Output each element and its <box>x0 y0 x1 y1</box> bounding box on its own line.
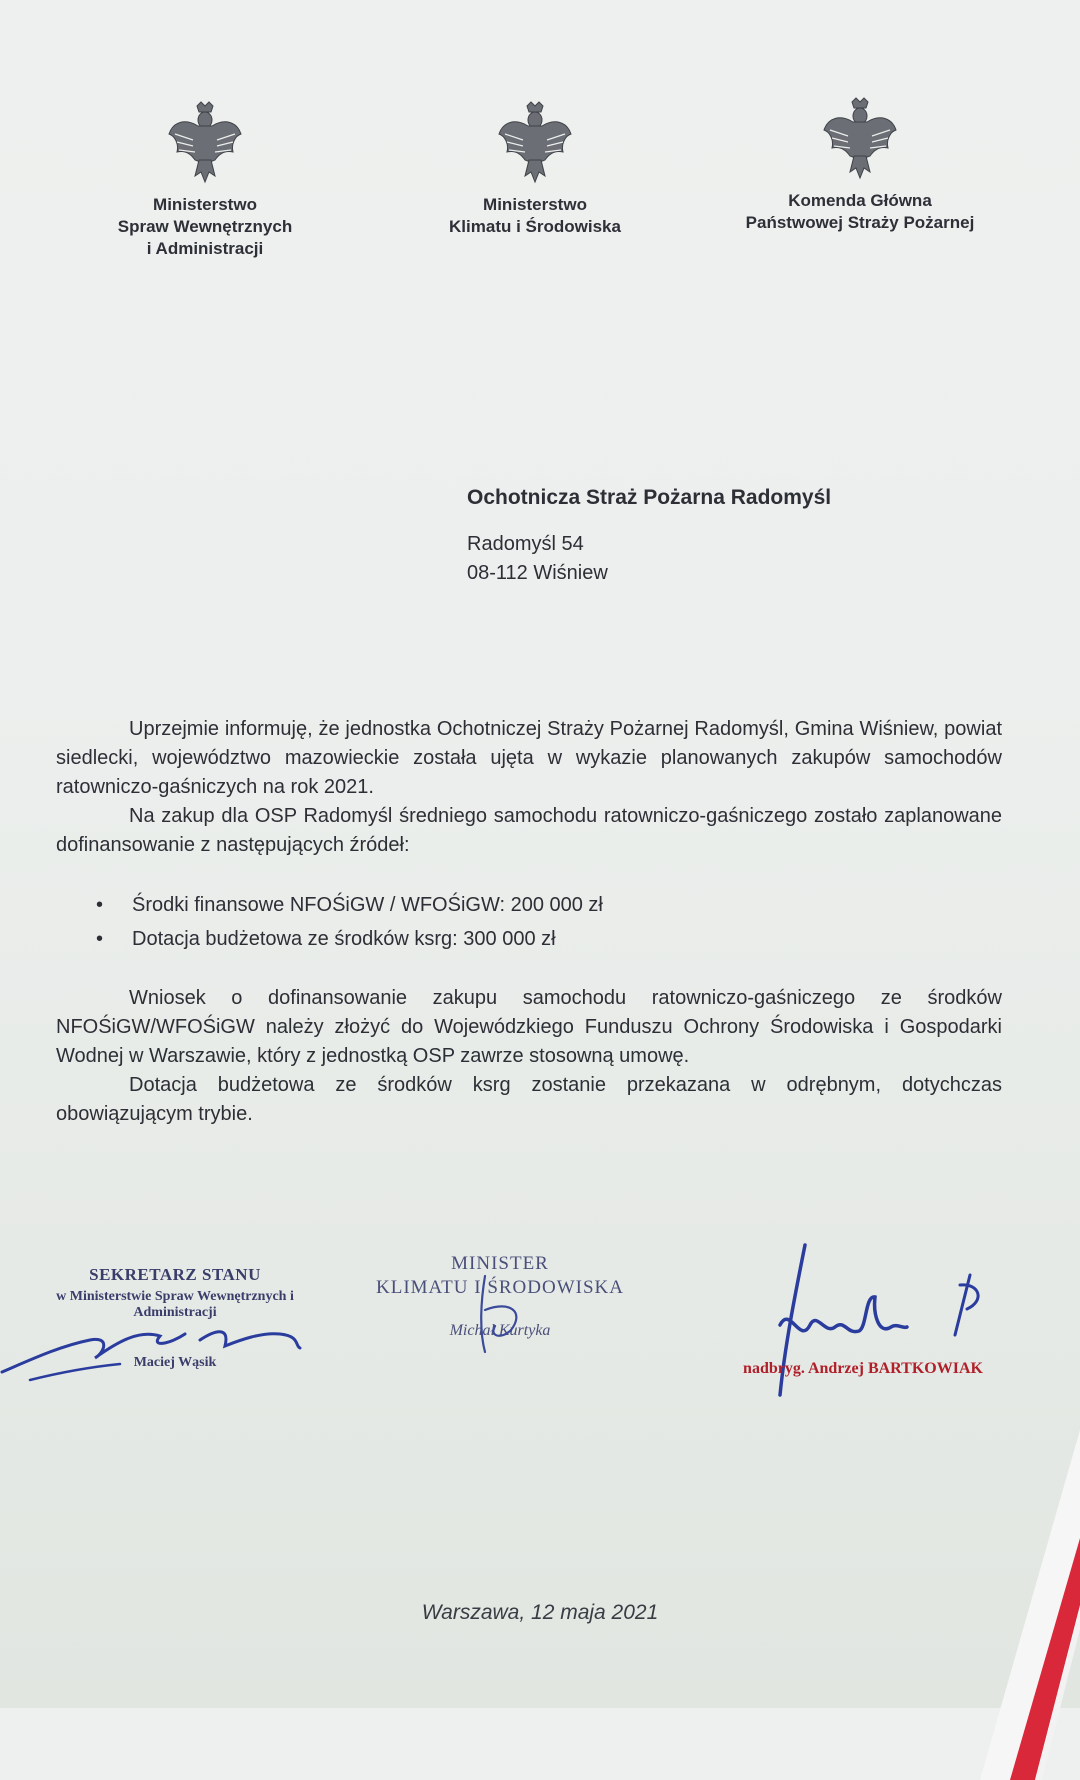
national-flag-ribbon-icon <box>980 1360 1080 1780</box>
signature-name-commander: nadbryg. Andrzej BARTKOWIAK <box>743 1360 983 1377</box>
body-paragraph: Uprzejmie informuję, że jednostka Ochotniczej Straży Pożarnej Radomyśl, Gmina Wiśniew, powiat siedlecki, województwo mazowieckie została ujęta w wykazie planowanych zakupów samochodów ratowniczo-gaśniczych na rok 2021. <box>56 718 1002 798</box>
signature-name: Michał Kurtyka <box>449 1322 551 1339</box>
funding-list <box>56 888 1002 956</box>
org-name-line: Państwowej Straży Pożarnej <box>745 213 975 232</box>
letter-body <box>56 715 1002 1129</box>
org-header-kgpsp <box>715 96 1005 234</box>
org-name-line: Ministerstwo <box>483 195 587 214</box>
recipient-address-line: Radomyśl 54 <box>467 533 584 555</box>
eagle-emblem-icon <box>495 100 575 184</box>
letter-date: Warszawa, 12 maja 2021 <box>421 1601 659 1624</box>
org-header-mswia <box>60 100 350 260</box>
handwritten-signature-icon <box>755 1235 1005 1405</box>
list-item-text: Dotacja budżetowa ze środków ksrg: 300 000 zł <box>132 928 556 950</box>
bullet-icon: • <box>96 894 104 916</box>
list-item <box>96 922 1002 956</box>
org-name-line: i Administracji <box>146 239 264 258</box>
signature-block-minister <box>350 1252 650 1340</box>
eagle-emblem-icon <box>165 100 245 184</box>
signature-title: SEKRETARZ STANU <box>89 1265 261 1284</box>
recipient-name: Ochotnicza Straż Pożarna Radomyśl <box>467 486 832 509</box>
org-name-line: Komenda Główna <box>788 191 932 210</box>
bullet-icon: • <box>96 928 104 950</box>
list-item-text: Środki finansowe NFOŚiGW / WFOŚiGW: 200 000 zł <box>132 894 603 916</box>
signature-block-secretary <box>20 1265 330 1371</box>
org-name-line: Klimatu i Środowiska <box>449 217 621 236</box>
body-paragraph: Dotacja budżetowa ze środków ksrg zostanie przekazana w odrębnym, dotychczas obowiązującym trybie. <box>56 1074 1002 1125</box>
org-name-line: Ministerstwo <box>153 195 257 214</box>
recipient-address-line: 08-112 Wiśniew <box>467 562 608 584</box>
signature-subtitle: w Ministerstwie Spraw Wewnętrznych i Administracji <box>56 1289 294 1320</box>
signature-name: Maciej Wąsik <box>133 1355 217 1370</box>
signature-title: MINISTER <box>451 1253 549 1274</box>
body-paragraph: Na zakup dla OSP Radomyśl średniego samochodu ratowniczo-gaśniczego zostało zaplanowane dofinansowanie z następujących źródeł: <box>56 805 1002 856</box>
recipient-block <box>467 486 831 588</box>
org-header-mkis <box>390 100 680 238</box>
eagle-emblem-icon <box>820 96 900 180</box>
signature-title: KLIMATU I ŚRODOWISKA <box>376 1277 624 1298</box>
org-name-line: Spraw Wewnętrznych <box>117 217 293 236</box>
body-paragraph: Wniosek o dofinansowanie zakupu samochodu ratowniczo-gaśniczego ze środków NFOŚiGW/WFOŚiGW należy złożyć do Wojewódzkiego Funduszu Ochrony Środowiska i Gospodarki Wodnej w Warszawie, który z jednostką OSP zawrze stosowną umowę. <box>56 987 1002 1067</box>
list-item <box>96 888 1002 922</box>
